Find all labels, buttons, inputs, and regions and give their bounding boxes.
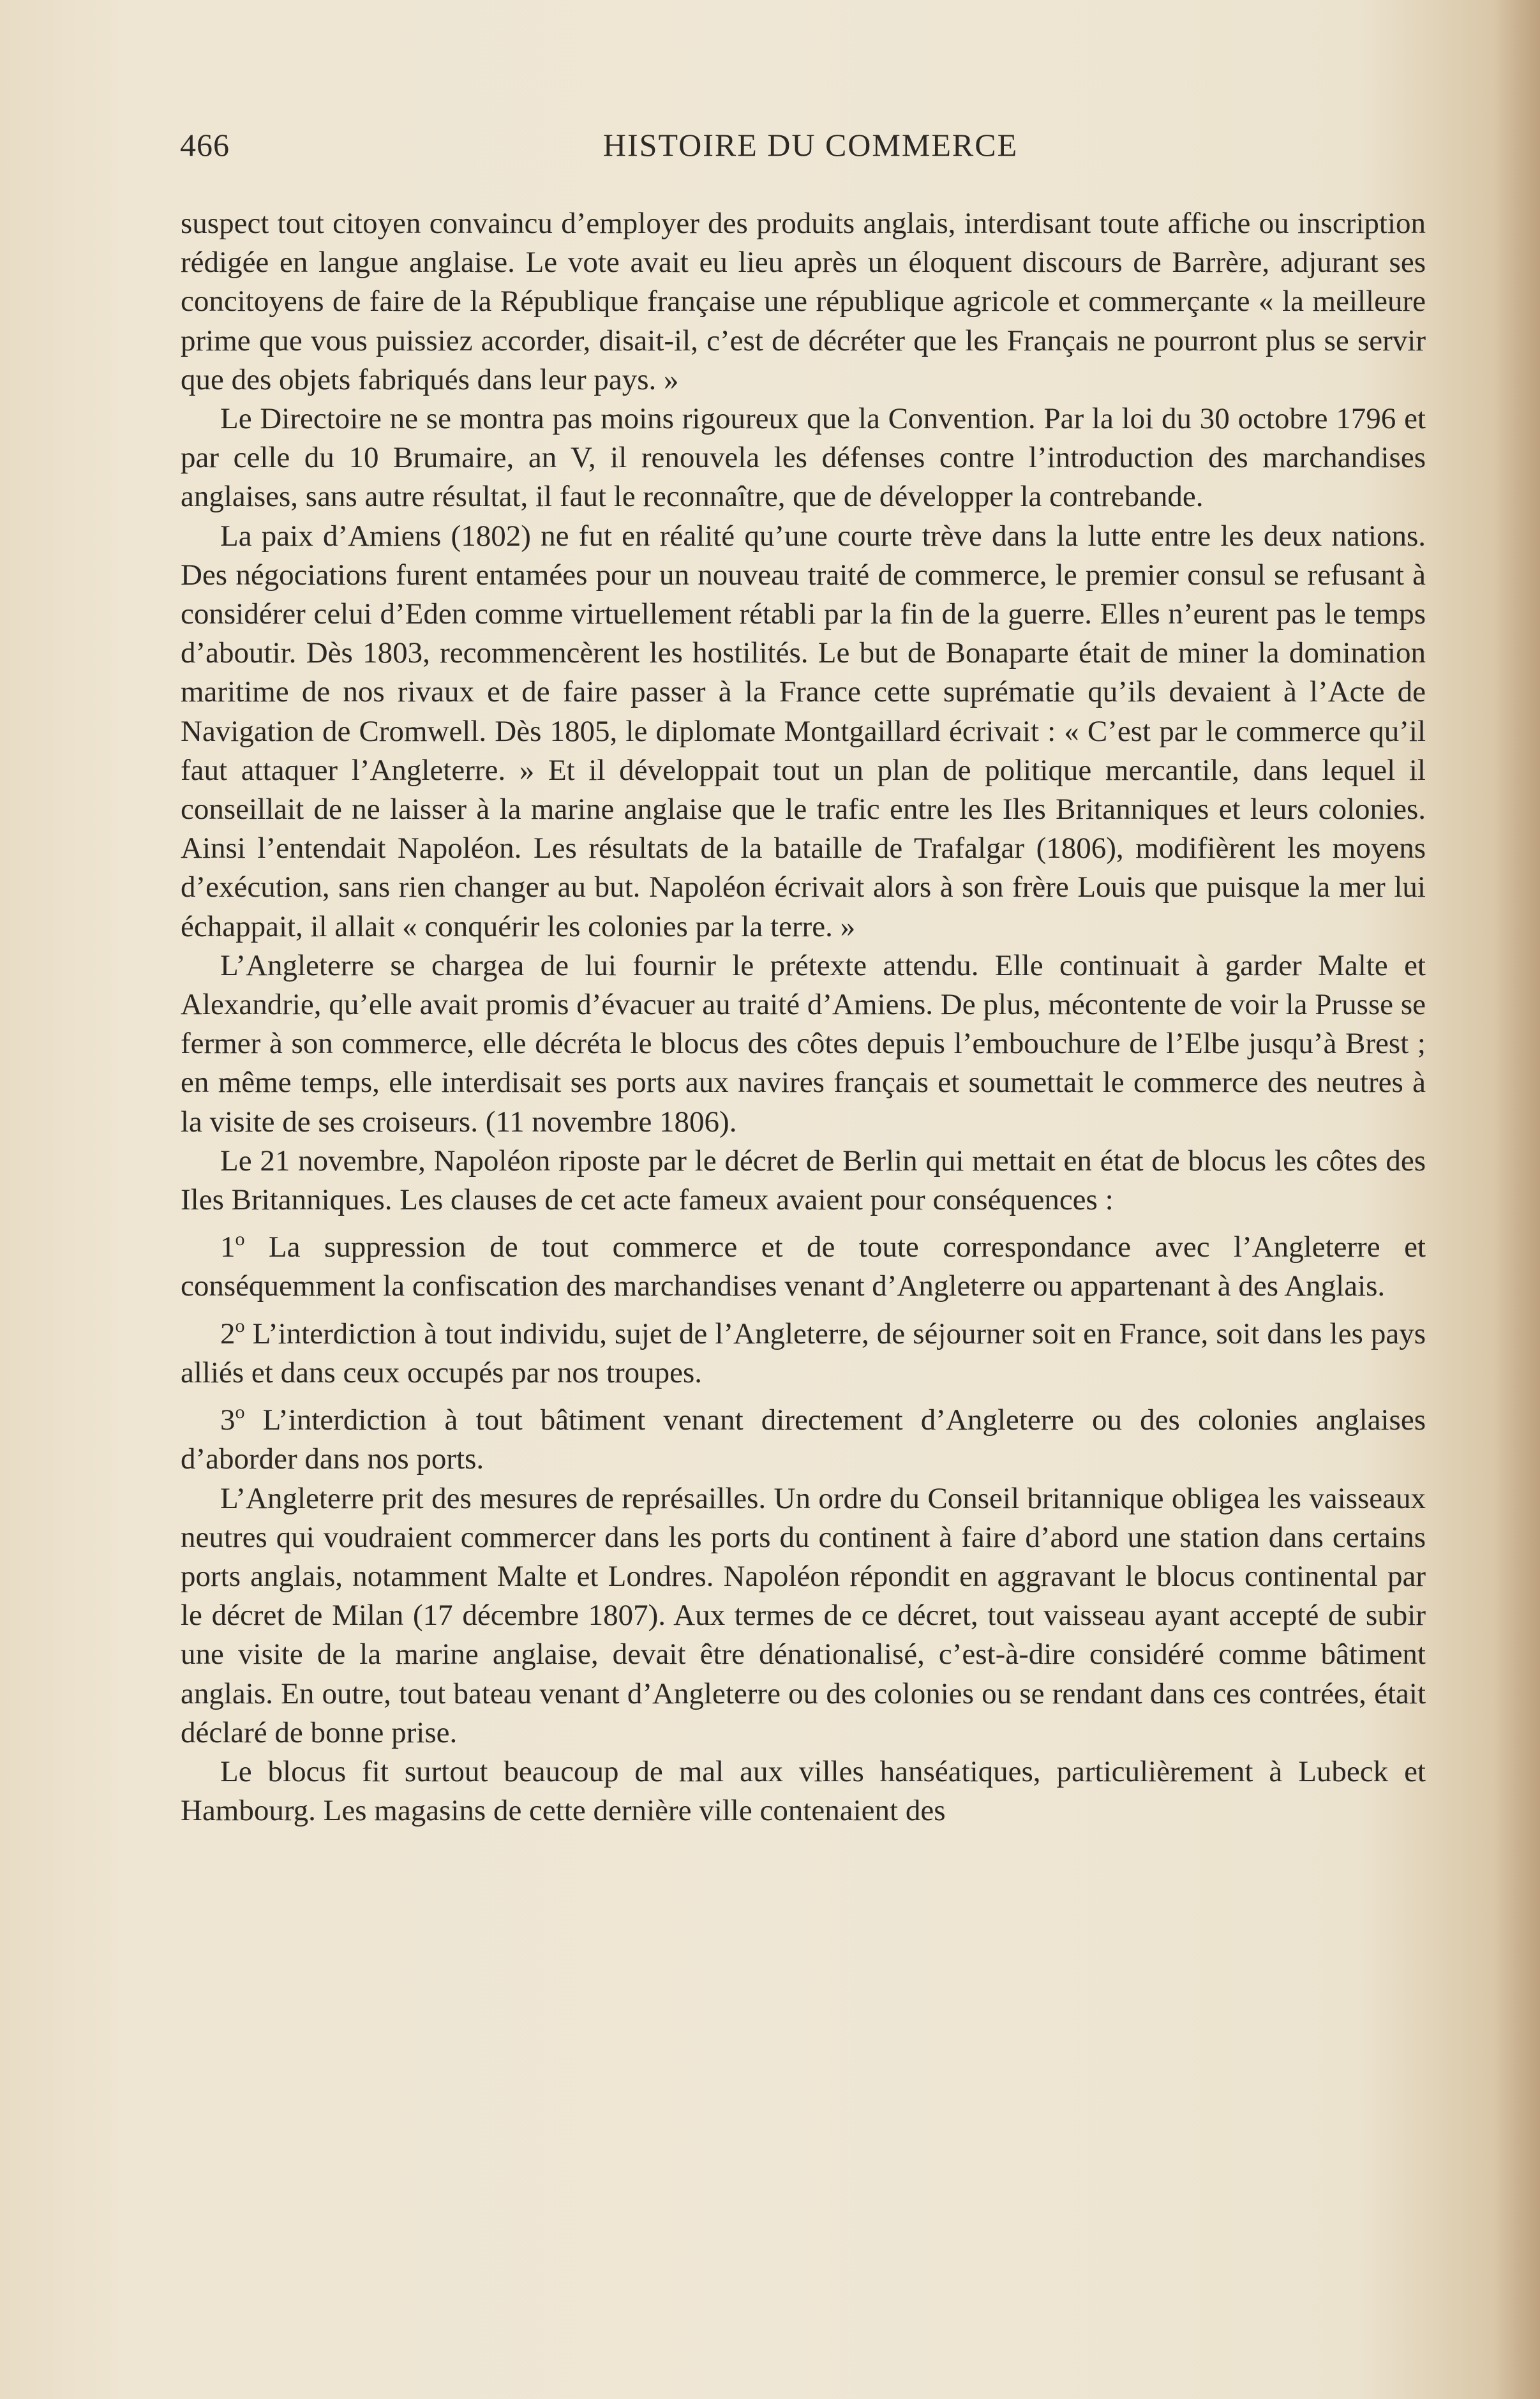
page-number: 466: [180, 127, 230, 163]
list-item-ordinal: o: [235, 1401, 245, 1423]
list-item-ordinal: o: [235, 1229, 245, 1250]
list-item: [181, 1220, 1426, 1306]
list-item: [181, 1393, 1426, 1479]
paragraph: suspect tout citoyen convaincu d’employer des produits anglais, interdisant toute affiche ou inscription rédigée en langue anglaise. Le vote avait eu lieu après un éloquent discours de Barrère, adjurant ses concitoyens de faire de la République française une république agricole et commerçante « la meilleure prime que vous puissiez accorder, disait-il, c’est de décréter que les Français ne pourront plus se servir que des objets fabriqués dans leur pays. »: [181, 207, 1426, 396]
paragraph: L’Angleterre prit des mesures de représailles. Un ordre du Conseil britannique obligea les vaisseaux neutres qui voudraient commercer dans les ports du continent à faire d’abord une station dans certains ports anglais, notamment Malte et Londres. Napoléon répondit en aggravant le blocus continental par le décret de Milan (17 décembre 1807). Aux termes de ce décret, tout vaisseau ayant accepté de subir une visite de la marine anglaise, devait être dénationalisé, c’est-à-dire considéré comme bâtiment anglais. En outre, tout bateau venant d’Angleterre ou des colonies ou se rendant dans ces contrées, était déclaré de bonne prise.: [181, 1481, 1426, 1749]
paragraph: Le Directoire ne se montra pas moins rigoureux que la Convention. Par la loi du 30 octobre 1796 et par celle du 10 Brumaire, an V, il renouvela les défenses contre l’introduction des marchandises anglaises, sans autre résultat, il faut le reconnaître, que de développer la contrebande.: [181, 402, 1426, 514]
list-item-number: 1: [220, 1230, 235, 1264]
list-item-number: 2: [220, 1317, 235, 1350]
paragraph: Le blocus fit surtout beaucoup de mal aux villes hanséatiques, particulièrement à Lubeck et Hambourg. Les magasins de cette dernière ville contenaient des: [181, 1754, 1426, 1828]
list-item-text: L’interdiction à tout bâtiment venant directement d’Angleterre ou des colonies anglaises d’aborder dans nos ports.: [181, 1403, 1426, 1476]
list-item-number: 3: [220, 1403, 235, 1437]
page-edge-shadow: [1495, 0, 1540, 2399]
list-item-text: L’interdiction à tout individu, sujet de l’Angleterre, de séjourner soit en France, soit dans les pays alliés et dans ceux occupés par nos troupes.: [181, 1317, 1426, 1389]
running-title: HISTOIRE DU COMMERCE: [602, 127, 1019, 163]
list-item: [181, 1306, 1426, 1393]
list-item-ordinal: o: [235, 1315, 245, 1336]
body-text: [181, 204, 1426, 1830]
paragraph: L’Angleterre se chargea de lui fournir le prétexte attendu. Elle continuait à garder Malte et Alexandrie, qu’elle avait promis d’évacuer au traité d’Amiens. De plus, mécontente de voir la Prusse se fermer à son commerce, elle décréta le blocus des côtes depuis l’embouchure de l’Elbe jusqu’à Brest ; en même temps, elle interdisait ses ports aux navires français et soumettait le commerce des neutres à la visite de ses croiseurs. (11 novembre 1806).: [181, 948, 1426, 1139]
list-item-text: La suppression de tout commerce et de toute correspondance avec l’Angleterre et conséquemment la confiscation des marchandises venant d’Angleterre ou appartenant à des Anglais.: [181, 1230, 1426, 1303]
paragraph: La paix d’Amiens (1802) ne fut en réalité qu’une courte trève dans la lutte entre les deux nations. Des négociations furent entamées pour un nouveau traité de commerce, le premier consul se refusant à considérer celui d’Eden comme virtuellement rétabli par la fin de la guerre. Elles n’eurent pas le temps d’aboutir. Dès 1803, recommencèrent les hostilités. Le but de Bonaparte était de miner la domination maritime de nos rivaux et de faire passer à la France cette suprématie qu’ils devaient à l’Acte de Navigation de Cromwell. Dès 1805, le diplomate Montgaillard écrivait : « C’est par le commerce qu’il faut attaquer l’Angleterre. » Et il développait tout un plan de politique mercantile, dans lequel il conseillait de ne laisser à la marine anglaise que le trafic entre les Iles Britanniques et leurs colonies. Ainsi l’entendait Napoléon. Les résultats de la bataille de Trafalgar (1806), modifièrent les moyens d’exécution, sans rien changer au but. Napoléon écrivait alors à son frère Louis que puisque la mer lui échappait, il allait « conquérir les colonies par la terre. »: [181, 519, 1426, 943]
paragraph: Le 21 novembre, Napoléon riposte par le décret de Berlin qui mettait en état de blocus les côtes des Iles Britanniques. Les clauses de cet acte fameux avaient pour conséquences :: [181, 1144, 1426, 1217]
